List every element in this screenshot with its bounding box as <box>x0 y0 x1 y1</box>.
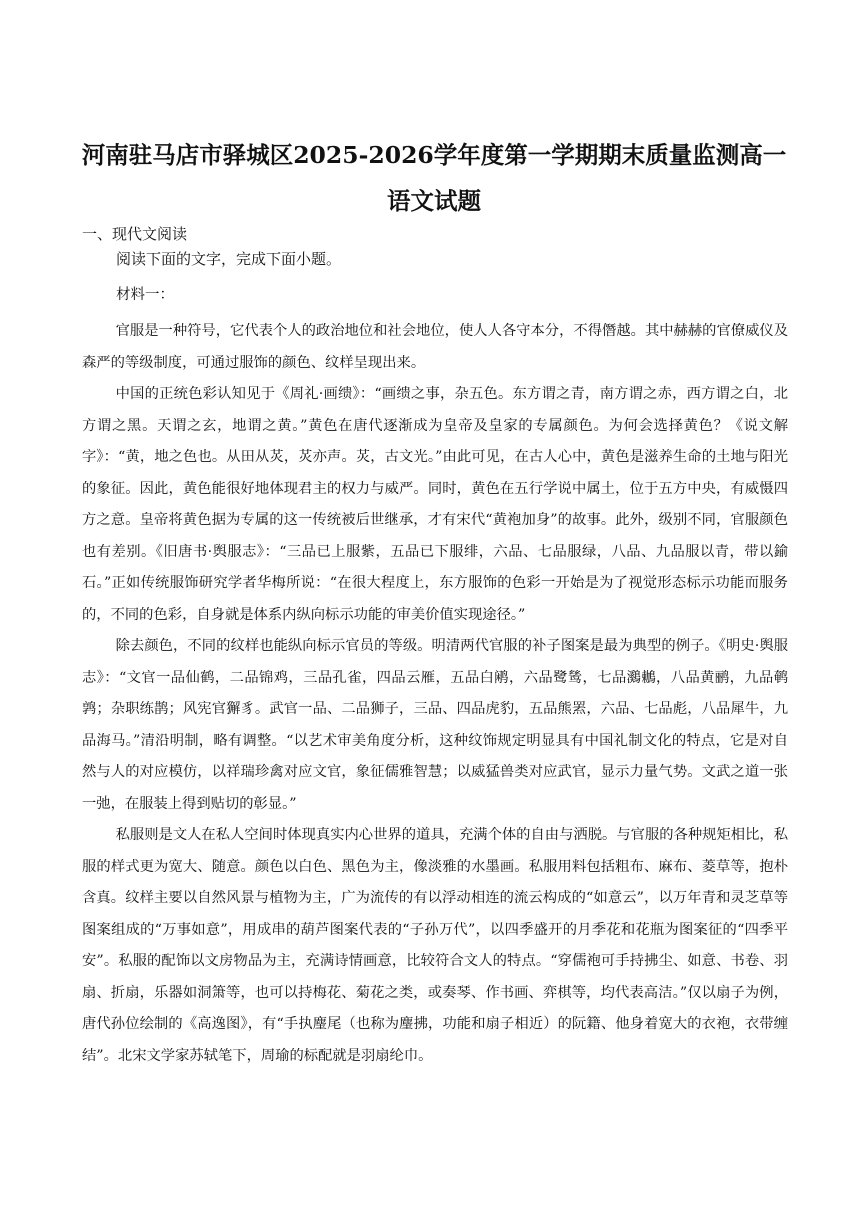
passage-paragraph-1: 官服是一种符号，它代表个人的政治地位和社会地位，使人人各守本分，不得僭越。其中赫赫的官僚威仪及森严的等级制度，可通过服饰的颜色、纹样呈现出来。 <box>82 323 788 371</box>
section-heading: 一、现代文阅读 <box>82 225 188 243</box>
material-label: 材料一： <box>116 287 174 303</box>
passage-paragraph-3: 除去颜色，不同的纹样也能纵向标示官员的等级。明清两代官服的补子图案是最为典型的例子。《明史·舆服志》：“文官一品仙鹤，二品锦鸡，三品孔雀，四品云雁，五品白鹇，六品鹭鸶，七品鸂鶒，八品黄鹂，九品鹌鹑；杂职练鹊；风宪官獬豸。武官一品、二品狮子，三品、四品虎豹，五品熊罴，六品、七品彪，八品犀牛，九品海马。”清沿明制，略有调整。“以艺术审美角度分析，这种纹饰规定明显具有中国礼制文化的特点，它是对自然与人的对应模仿，以祥瑞珍禽对应文官，象征儒雅智慧；以威猛兽类对应武官，显示力量气势。文武之道一张一弛，在服装上得到贴切的彰显。” <box>82 638 788 812</box>
passage-paragraph-4: 私服则是文人在私人空间时体现真实内心世界的道具，充满个体的自由与洒脱。与官服的各种规矩相比，私服的样式更为宽大、随意。颜色以白色、黑色为主，像淡雅的水墨画。私服用料包括粗布、麻布、菱草等，抱朴含真。纹样主要以自然风景与植物为主，广为流传的有以浮动相连的流云构成的“如意云”，以万年青和灵芝草等图案组成的“万事如意”，用成串的葫芦图案代表的“子孙万代”，以四季盛开的月季花和花瓶为图案征的“四季平安”。私服的配饰以文房物品为主，充满诗情画意，比较符合文人的特点。“穿儒袍可手持拂尘、如意、书卷、羽扇、折扇，乐器如洞箫等，也可以持梅花、菊花之类，或奏琴、作书画、弈棋等，均代表高洁。”仅以扇子为例，唐代孙位绘制的《高逸图》，有“手执麈尾（也称为麈拂，功能和扇子相近）的阮籍、他身着宽大的衣袍，衣带缠结”。北宋文学家苏轼笔下，周瑜的标配就是羽扇纶巾。 <box>82 827 788 1064</box>
passage-paragraph-2: 中国的正统色彩认知见于《周礼·画缋》：“画缋之事，杂五色。东方谓之青，南方谓之赤，西方谓之白，北方谓之黑。天谓之玄，地谓之黄。”黄色在唐代逐渐成为皇帝及皇家的专属颜色。为何会选择黄色？《说文解字》：“黄，地之色也。从田从炗，炗亦声。炗，古文光。”由此可见，在古人心中，黄色是滋养生命的土地与阳光的象征。因此，黄色能很好地体现君主的权力与威严。同时，黄色在五行学说中属土，位于五方中央，有威慑四方之意。皇帝将黄色据为专属的这一传统被后世继承，才有宋代“黄袍加身”的故事。此外，级别不同，官服颜色也有差别。《旧唐书·舆服志》：“三品已上服紫，五品已下服绯，六品、七品服绿，八品、九品服以青，带以鍮石。”正如传统服饰研究学者华梅所说：“在很大程度上，东方服饰的色彩一开始是为了视觉形态标示功能而服务的，不同的色彩，自身就是体系内纵向标示功能的审美价值实现途径。” <box>82 386 788 623</box>
passage-body <box>82 316 788 1072</box>
document-title: 河南驻马店市驿城区2025-2026学年度第一学期期末质量监测高一语文试题 <box>81 141 787 215</box>
reading-instruction: 阅读下面的文字，完成下面小题。 <box>116 250 342 268</box>
